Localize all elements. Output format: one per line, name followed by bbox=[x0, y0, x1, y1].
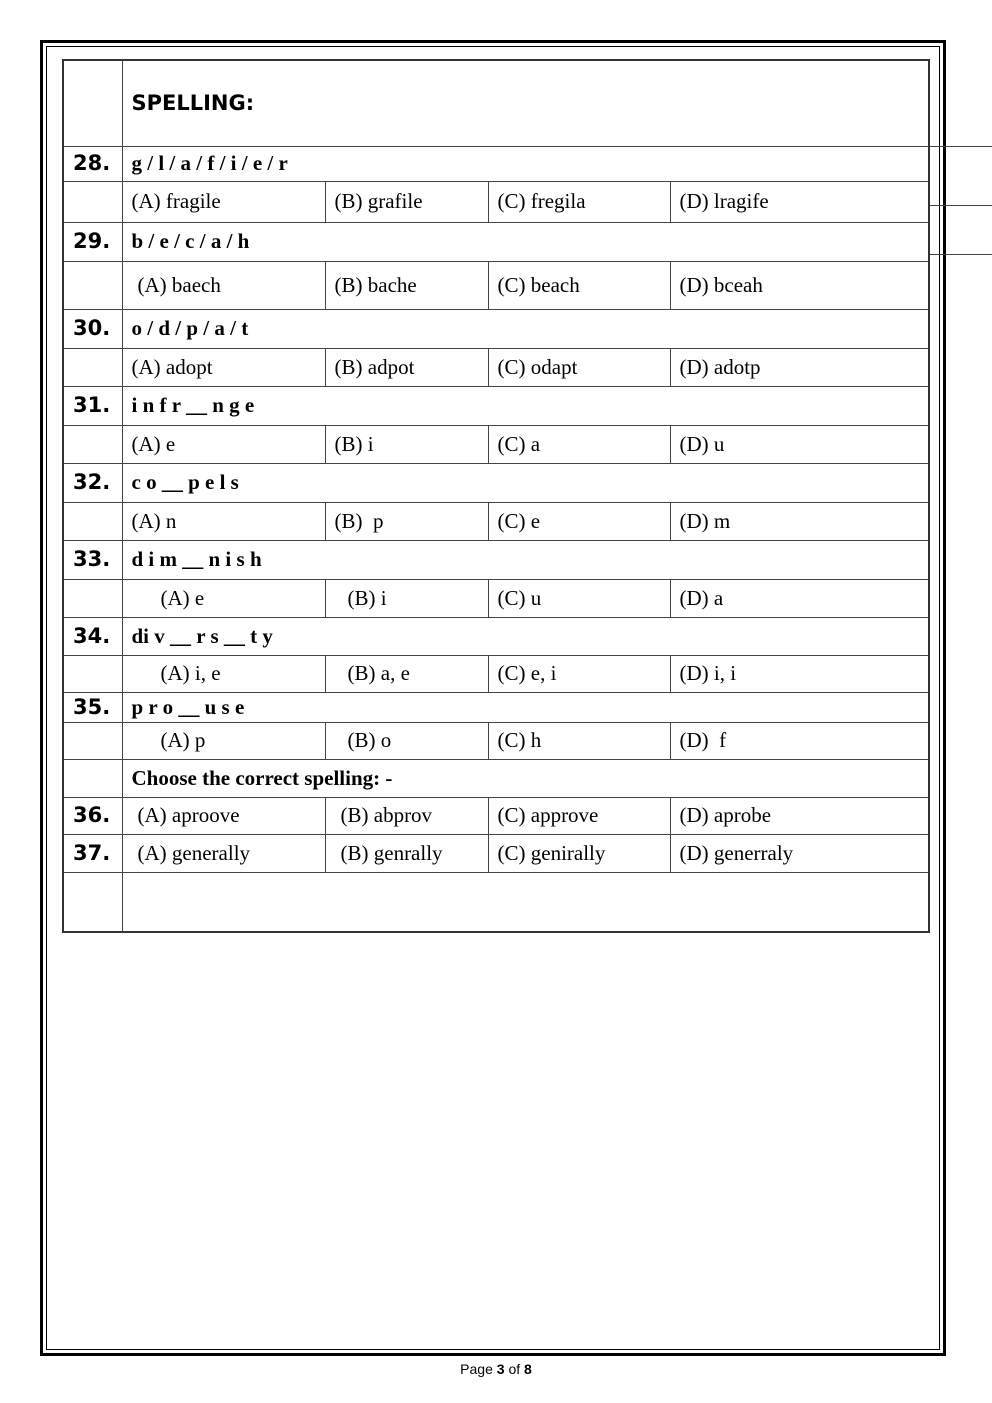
option-d: (D) generraly bbox=[670, 834, 929, 872]
spelling-table bbox=[62, 59, 930, 933]
footer-prefix: Page bbox=[460, 1361, 497, 1377]
option-b: (B) i bbox=[325, 579, 488, 617]
option-d: (D) f bbox=[670, 722, 929, 759]
option-a: (A) p bbox=[122, 722, 325, 759]
question-stem: b / e / c / a / h bbox=[122, 222, 929, 261]
question-stem: di v __ r s __ t y bbox=[122, 617, 929, 655]
question-stem: d i m __ n i s h bbox=[122, 540, 929, 579]
question-row bbox=[63, 222, 929, 261]
blank-cell bbox=[63, 722, 122, 759]
question-number: 29. bbox=[63, 222, 122, 261]
option-a: (A) generally bbox=[122, 834, 325, 872]
question-number: 36. bbox=[63, 797, 122, 834]
option-c: (C) e bbox=[488, 502, 670, 540]
blank-cell bbox=[63, 655, 122, 692]
option-b: (B) grafile bbox=[325, 181, 488, 222]
blank-cell bbox=[63, 425, 122, 463]
option-b: (B) i bbox=[325, 425, 488, 463]
option-b: (B) bache bbox=[325, 261, 488, 309]
page-footer bbox=[0, 1361, 992, 1377]
option-d: (D) u bbox=[670, 425, 929, 463]
question-number: 31. bbox=[63, 386, 122, 425]
option-a: (A) e bbox=[122, 425, 325, 463]
option-d: (D) bceah bbox=[670, 261, 929, 309]
question-number: 30. bbox=[63, 309, 122, 348]
options-row bbox=[63, 261, 929, 309]
option-c: (C) beach bbox=[488, 261, 670, 309]
option-c: (C) fregila bbox=[488, 181, 670, 222]
option-c: (C) u bbox=[488, 579, 670, 617]
instruction-text: Choose the correct spelling: - bbox=[122, 759, 929, 797]
option-a: (A) i, e bbox=[122, 655, 325, 692]
question-number: 33. bbox=[63, 540, 122, 579]
options-row bbox=[63, 425, 929, 463]
footer-current-page: 3 bbox=[496, 1361, 505, 1377]
option-a: (A) adopt bbox=[122, 348, 325, 386]
option-a: (A) fragile bbox=[122, 181, 325, 222]
blank-cell bbox=[63, 502, 122, 540]
option-d: (D) m bbox=[670, 502, 929, 540]
stray-line bbox=[928, 254, 992, 255]
option-c: (C) e, i bbox=[488, 655, 670, 692]
question-row bbox=[63, 386, 929, 425]
option-b: (B) genrally bbox=[325, 834, 488, 872]
choice-row bbox=[63, 797, 929, 834]
question-stem: p r o __ u s e bbox=[122, 692, 929, 722]
blank-cell bbox=[63, 759, 122, 797]
option-b: (B) o bbox=[325, 722, 488, 759]
question-stem: i n f r __ n g e bbox=[122, 386, 929, 425]
question-stem: g / l / a / f / i / e / r bbox=[122, 146, 929, 181]
stray-line bbox=[928, 205, 992, 206]
blank-cell bbox=[63, 261, 122, 309]
choice-row bbox=[63, 834, 929, 872]
blank-cell bbox=[63, 872, 122, 932]
option-d: (D) adotp bbox=[670, 348, 929, 386]
question-number: 32. bbox=[63, 463, 122, 502]
blank-cell bbox=[63, 181, 122, 222]
option-b: (B) p bbox=[325, 502, 488, 540]
footer-total-pages: 8 bbox=[524, 1361, 532, 1377]
question-row bbox=[63, 309, 929, 348]
options-row bbox=[63, 502, 929, 540]
option-b: (B) a, e bbox=[325, 655, 488, 692]
question-number: 35. bbox=[63, 692, 122, 722]
options-row bbox=[63, 181, 929, 222]
option-c: (C) approve bbox=[488, 797, 670, 834]
option-c: (C) odapt bbox=[488, 348, 670, 386]
option-c: (C) genirally bbox=[488, 834, 670, 872]
question-row bbox=[63, 146, 929, 181]
option-b: (B) adpot bbox=[325, 348, 488, 386]
question-number: 37. bbox=[63, 834, 122, 872]
question-stem: o / d / p / a / t bbox=[122, 309, 929, 348]
instruction-row bbox=[63, 759, 929, 797]
question-row bbox=[63, 617, 929, 655]
option-b: (B) abprov bbox=[325, 797, 488, 834]
options-row bbox=[63, 722, 929, 759]
stray-line bbox=[928, 146, 992, 147]
title-row bbox=[63, 60, 929, 146]
options-row bbox=[63, 655, 929, 692]
option-c: (C) a bbox=[488, 425, 670, 463]
options-row bbox=[63, 348, 929, 386]
section-title: SPELLING: bbox=[122, 60, 929, 146]
blank-cell bbox=[63, 60, 122, 146]
option-c: (C) h bbox=[488, 722, 670, 759]
blank-cell bbox=[63, 579, 122, 617]
option-a: (A) baech bbox=[122, 261, 325, 309]
option-a: (A) aproove bbox=[122, 797, 325, 834]
option-d: (D) aprobe bbox=[670, 797, 929, 834]
option-d: (D) a bbox=[670, 579, 929, 617]
blank-cell bbox=[122, 872, 929, 932]
option-d: (D) lragife bbox=[670, 181, 929, 222]
options-row bbox=[63, 579, 929, 617]
option-d: (D) i, i bbox=[670, 655, 929, 692]
option-a: (A) n bbox=[122, 502, 325, 540]
footer-middle: of bbox=[504, 1361, 525, 1377]
question-row bbox=[63, 463, 929, 502]
question-row bbox=[63, 692, 929, 722]
question-stem: c o __ p e l s bbox=[122, 463, 929, 502]
question-number: 34. bbox=[63, 617, 122, 655]
question-row bbox=[63, 540, 929, 579]
empty-row bbox=[63, 872, 929, 932]
blank-cell bbox=[63, 348, 122, 386]
option-a: (A) e bbox=[122, 579, 325, 617]
question-number: 28. bbox=[63, 146, 122, 181]
